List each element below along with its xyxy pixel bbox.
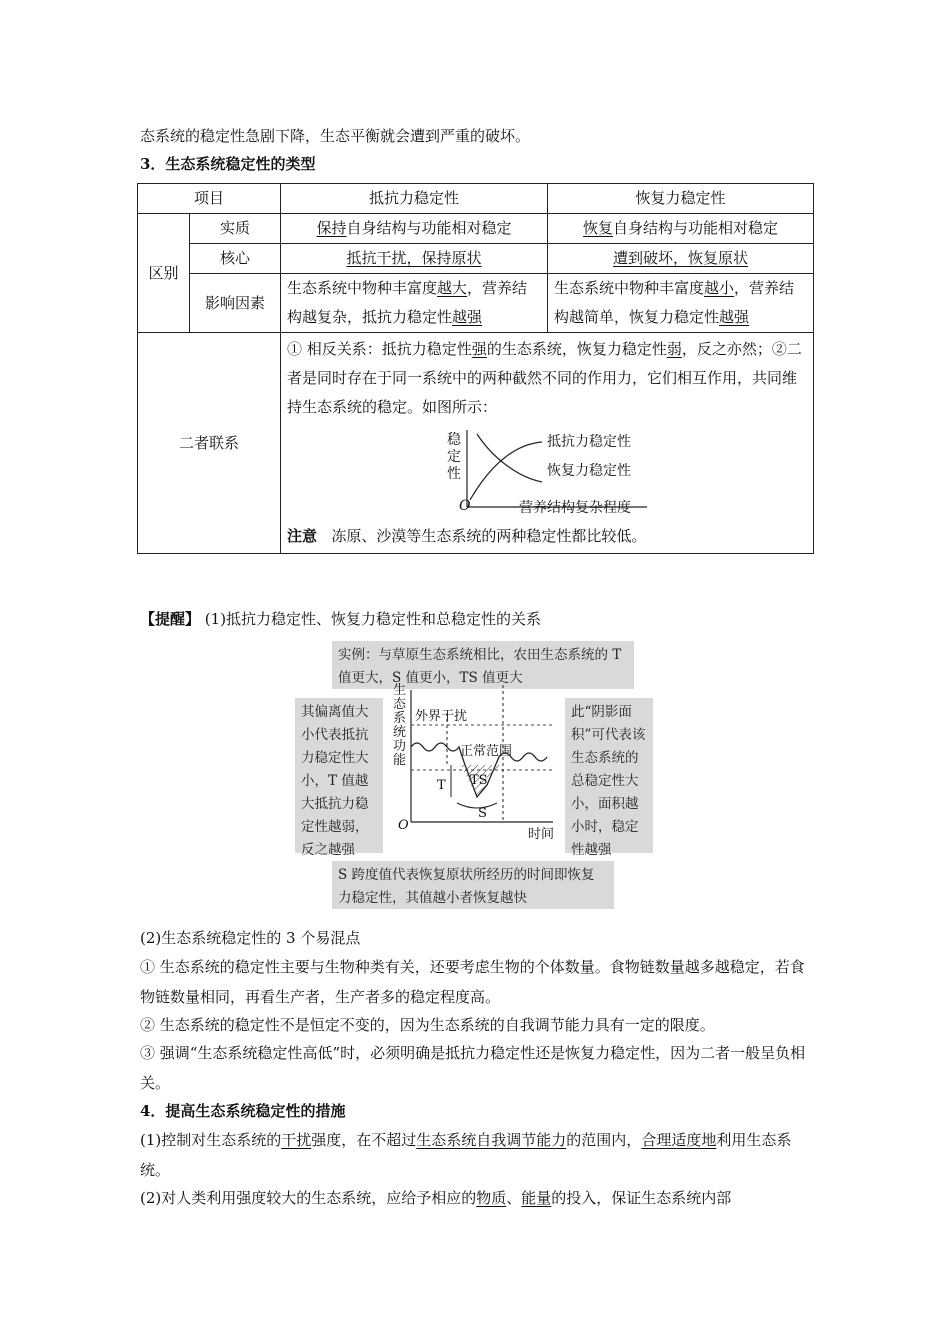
p2-point-1: ① 生态系统的稳定性主要与生物种类有关，还要考虑生物的个体数量。食物链数量越多越稳定，若食物链数量相同，再看生产者，生产者多的稳定程度高。 xyxy=(140,958,805,1006)
row-label-factors: 影响因素 xyxy=(190,274,281,333)
section4-title: 4．提高生态系统稳定性的措施 xyxy=(140,1102,346,1120)
cell-core-recovery: 遭到破坏，恢复原状 xyxy=(548,244,814,274)
function-ylabel: 生态系统功能 xyxy=(393,683,407,768)
graph-origin: O xyxy=(459,498,471,514)
graph-xlabel: 营养结构复杂程度 xyxy=(519,500,632,516)
header-resistance: 抵抗力稳定性 xyxy=(281,184,548,214)
row-label-essence: 实质 xyxy=(190,214,281,244)
disturbance-label: 外界干扰 xyxy=(415,709,468,724)
box-shadow-area: 此“阴影面积”可代表该生态系统的总稳定性大小，面积越小时，稳定性越强 xyxy=(565,698,653,853)
cell-link xyxy=(281,333,814,554)
resistance-curve xyxy=(470,442,542,500)
ts-label: TS xyxy=(470,773,488,788)
graph-ylabel: 稳定性 xyxy=(447,432,462,482)
graph-line2-label: 恢复力稳定性 xyxy=(547,463,632,479)
s-brace xyxy=(457,803,497,808)
note-line: 注意 冻原、沙漠等生态系统的两种稳定性都比较低。 xyxy=(287,527,647,545)
cell-essence-resistance: 保持自身结构与功能相对稳定 xyxy=(281,214,548,244)
s-label: S xyxy=(478,806,487,821)
s4-point-1: (1)控制对生态系统的干扰强度，在不超过生态系统自我调节能力的范围内，合理适度地利用生态系统。 xyxy=(140,1131,792,1179)
function-xlabel: 时间 xyxy=(528,827,555,842)
table-row-link xyxy=(138,333,814,554)
table-header-row xyxy=(138,184,814,214)
cell-factors-recovery: 生态系统中物种丰富度越小，营养结构越简单，恢复力稳定性越强 xyxy=(548,274,814,333)
remind-title-line: 【提醒】 (1)抵抗力稳定性、恢复力稳定性和总稳定性的关系 xyxy=(140,610,542,628)
table-row-factors xyxy=(138,274,814,333)
section3-title: 3．生态系统稳定性的类型 xyxy=(140,155,316,173)
table-row-core xyxy=(138,244,814,274)
cell-essence-recovery: 恢复自身结构与功能相对稳定 xyxy=(548,214,814,244)
header-item: 项目 xyxy=(138,184,281,214)
box-deviation: 其偏离值大小代表抵抗力稳定性大小，T 值越大抵抗力稳定性越弱，反之越强 xyxy=(295,698,383,853)
header-recovery: 恢复力稳定性 xyxy=(548,184,814,214)
p2-point-2: ② 生态系统的稳定性不是恒定不变的，因为生态系统的自我调节能力具有一定的限度。 xyxy=(140,1016,715,1034)
cell-factors-resistance: 生态系统中物种丰富度越大，营养结构越复杂，抵抗力稳定性越强 xyxy=(281,274,548,333)
stability-table xyxy=(137,183,814,554)
box-example: 实例：与草原生态系统相比，农田生态系统的 T 值更大，S 值更小，TS 值更大 xyxy=(332,641,634,689)
p2-point-3: ③ 强调“生态系统稳定性高低”时，必须明确是抵抗力稳定性还是恢复力稳定性，因为二者一般呈负相关。 xyxy=(140,1044,806,1092)
normal-range-label: 正常范围 xyxy=(460,744,513,759)
function-origin: O xyxy=(398,818,409,833)
table-row-essence xyxy=(138,214,814,244)
p2-title: (2)生态系统稳定性的 3 个易混点 xyxy=(140,929,361,947)
stability-graph xyxy=(287,422,807,522)
intro-line: 态系统的稳定性急剧下降，生态平衡就会遭到严重的破坏。 xyxy=(140,127,531,145)
link-label: 二者联系 xyxy=(138,333,281,554)
row-label-core: 核心 xyxy=(190,244,281,274)
box-span: S 跨度值代表恢复原状所经历的时间即恢复力稳定性，其值越小者恢复越快 xyxy=(332,861,614,909)
t-label: T xyxy=(437,778,446,793)
s4-point-2: (2)对人类利用强度较大的生态系统，应给予相应的物质、能量的投入，保证生态系统内部 xyxy=(140,1189,732,1207)
graph-line1-label: 抵抗力稳定性 xyxy=(547,434,632,450)
link-text: ① 相反关系：抵抗力稳定性强的生态系统，恢复力稳定性弱，反之亦然；②二者是同时存在于同一系统中的两种截然不同的作用力，它们相互作用，共同维持生态系统的稳定。如图所示： xyxy=(287,340,802,416)
cell-core-resistance: 抵抗干扰，保持原状 xyxy=(281,244,548,274)
diff-label: 区别 xyxy=(138,214,190,333)
